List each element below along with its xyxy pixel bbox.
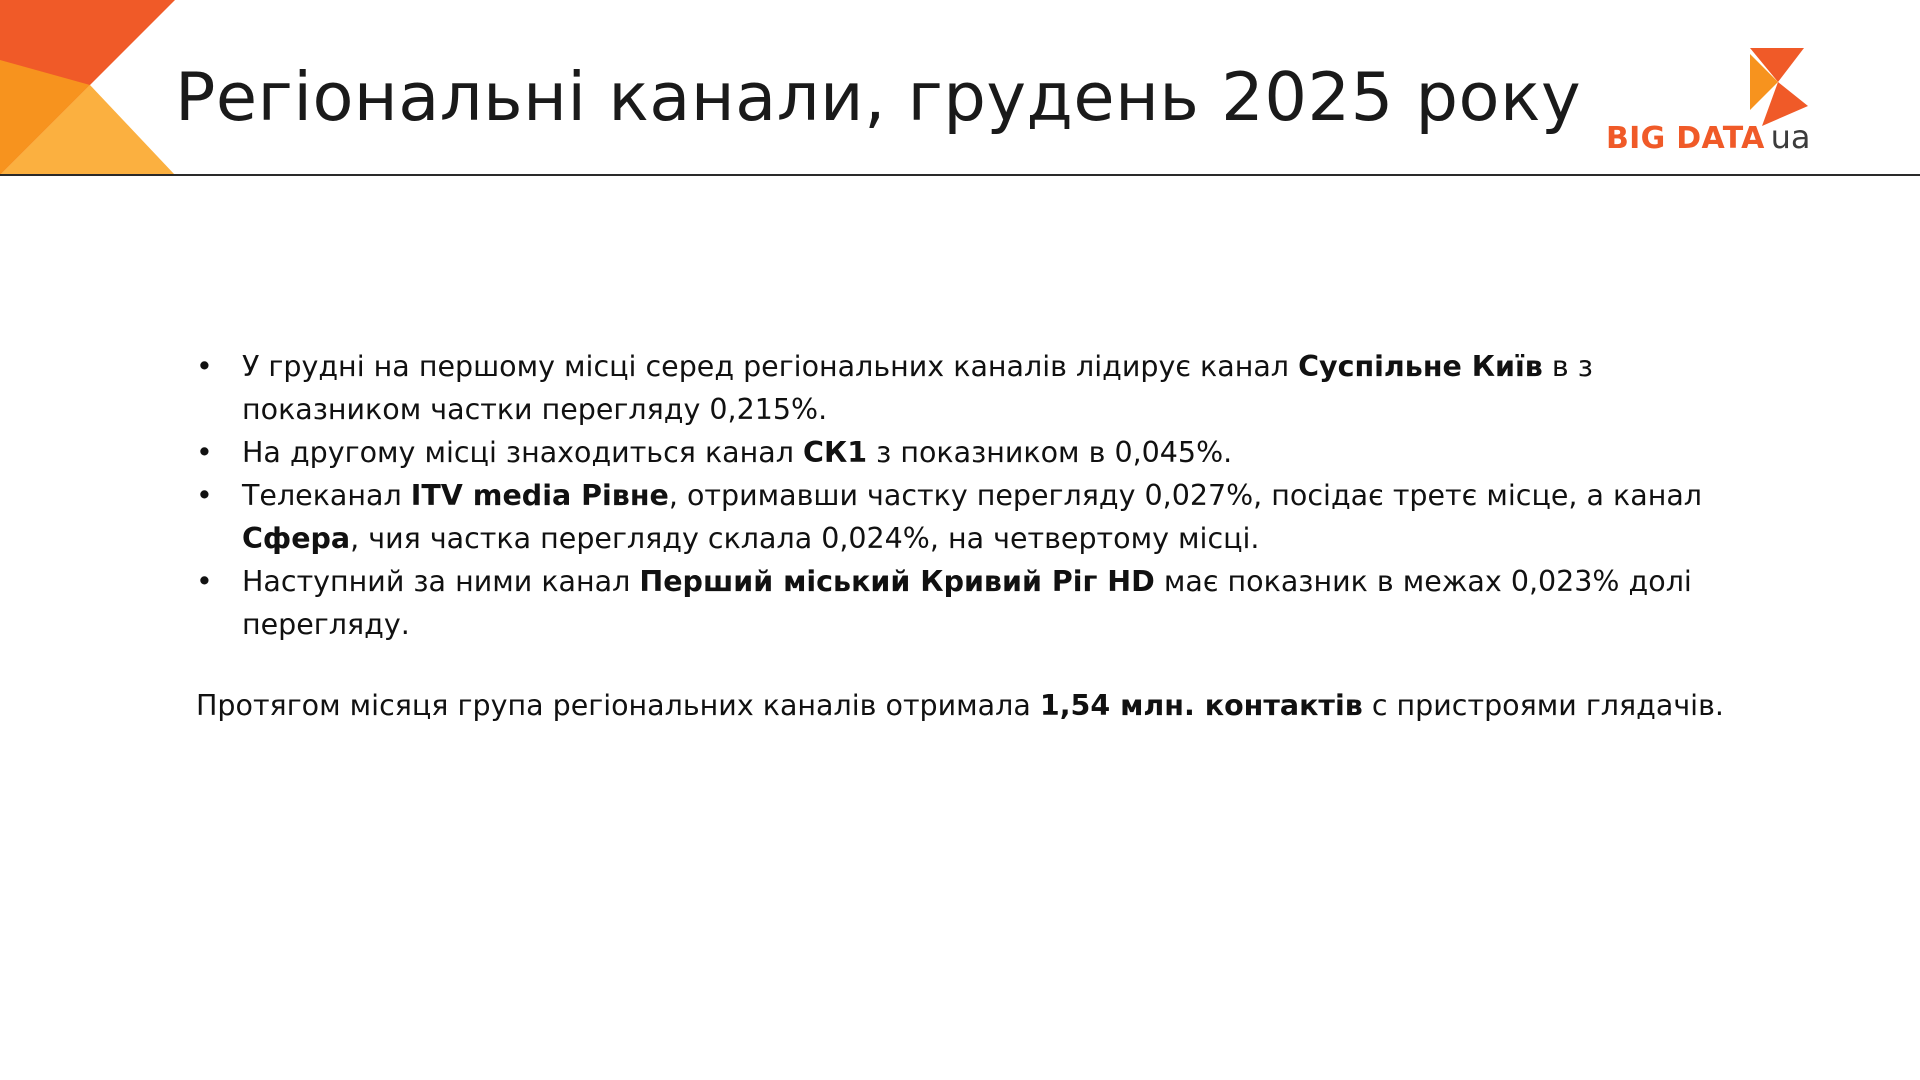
bullet-dot: •: [196, 350, 213, 383]
bullet-dot: •: [196, 565, 213, 598]
bullet-dot: •: [196, 436, 213, 469]
bullet-1-tail: в з показником частки перегляду 0,215%.: [242, 350, 1593, 426]
logo-suffix-text: ua: [1770, 118, 1811, 156]
channel-sfera: Сфера: [242, 522, 351, 555]
logo-main-text: BIG DATA: [1606, 121, 1765, 156]
bullet-2-text: На другому місці знаходиться канал: [242, 436, 804, 469]
logo-text: [1606, 118, 1811, 156]
channel-itv-media-rivne: ITV media Рівне: [410, 479, 669, 512]
bullet-item-1: [196, 345, 1756, 431]
bullet-item-2: [196, 431, 1756, 474]
summary-text: Протягом місяця група регіональних каналів отримала: [196, 689, 1040, 722]
bullet-item-3: [196, 474, 1756, 560]
bullet-3-text: Телеканал: [242, 479, 411, 512]
bullet-list: [196, 345, 1756, 646]
bullet-item-4: [196, 560, 1756, 646]
summary-tail: с пристроями глядачів.: [1362, 689, 1724, 722]
big-data-logo: [1606, 48, 1826, 158]
bullet-2-tail: з показником в 0,045%.: [867, 436, 1233, 469]
slide-title: Регіональні канали, грудень 2025 року: [175, 58, 1582, 136]
corner-decoration: [0, 0, 180, 175]
bullet-dot: •: [196, 479, 213, 512]
bullet-3-middle: , отримавши частку перегляду 0,027%, посідає третє місце, а канал: [668, 479, 1703, 512]
channel-suspilne-kyiv: Суспільне Київ: [1298, 350, 1543, 383]
logo-mark-icon: [1750, 48, 1812, 126]
channel-pershyi-miskyi-kryvyi-rih: Перший міський Кривий Ріг HD: [639, 565, 1155, 598]
bullet-4-tail: має показник в межах 0,023% долі перегляду.: [242, 565, 1692, 641]
bullet-1-text: У грудні на першому місці серед регіональних каналів лідирує канал: [242, 350, 1299, 383]
header-divider: [0, 174, 1920, 176]
bullet-4-text: Наступний за ними канал: [242, 565, 640, 598]
summary-contacts: 1,54 млн. контактів: [1039, 689, 1363, 722]
summary-paragraph: [196, 684, 1756, 727]
bullet-3-tail: , чия частка перегляду склала 0,024%, на четвертому місці.: [350, 522, 1260, 555]
channel-sk1: СК1: [803, 436, 868, 469]
slide-content: [196, 345, 1756, 727]
